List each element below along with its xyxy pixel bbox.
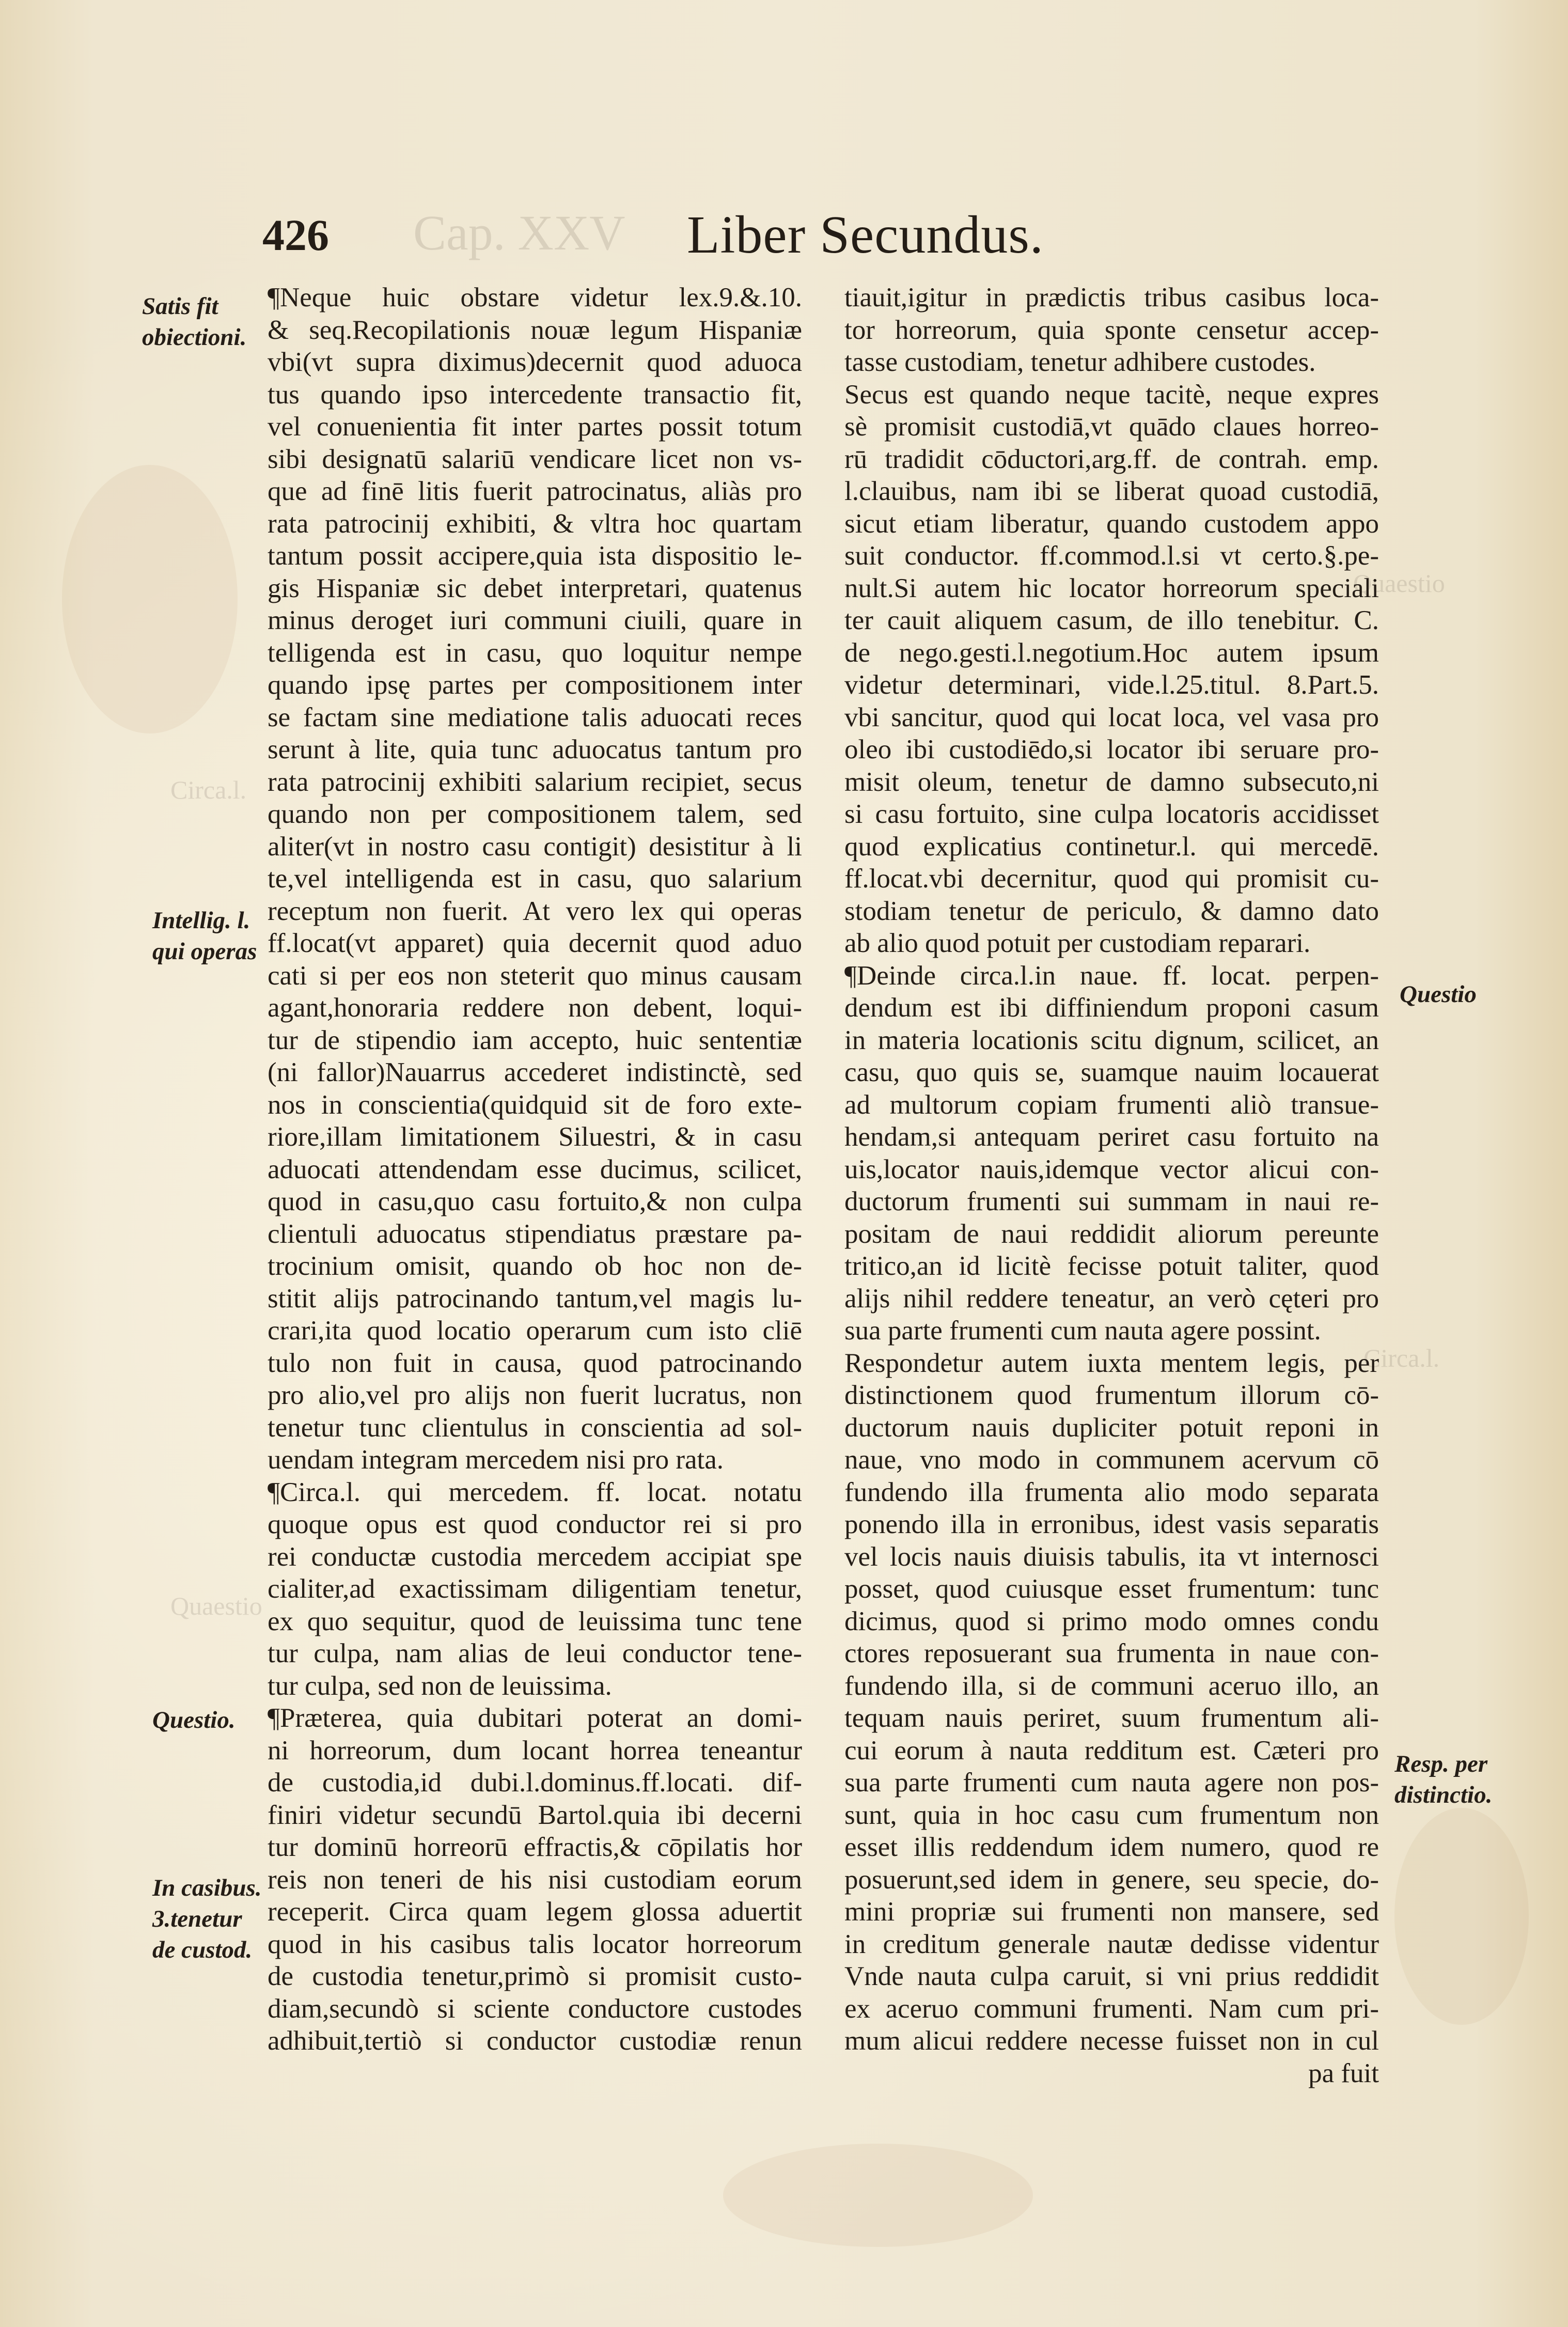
text-line: ad multorum copiam frumenti aliò transue- xyxy=(844,1089,1379,1120)
text-line: adhibuit,tertiò si conductor custodiæ renun xyxy=(268,2026,802,2056)
text-line: ex quo sequitur, quod de leuissima tunc tene xyxy=(268,1606,802,1636)
text-line: fundendo illa frumenta alio modo separata xyxy=(844,1477,1379,1507)
text-line: esset illis reddendum idem numero, quod re xyxy=(844,1832,1379,1862)
text-line: trocinium omisit, quando ob hoc non de- xyxy=(268,1251,802,1281)
text-line: Secus est quando neque tacitè, neque expres xyxy=(844,379,1379,410)
text-line: aliter(vt in nostro casu contigit) desistitur à li xyxy=(268,831,802,862)
margin-note-resp-per: Resp. per distinctio. xyxy=(1394,1751,1493,1808)
bleed-through-text: Quaestio xyxy=(1353,569,1445,598)
text-line: tiauit,igitur in prædictis tribus casibus loca- xyxy=(844,283,1379,313)
text-line: ff.locat.vbi decernitur, quod qui promisit cu- xyxy=(844,864,1379,894)
text-line: tasse custodiam, tenetur adhibere custodes. xyxy=(844,347,1316,377)
text-line: ter cauit aliquem casum, de illo tenebitur. C. xyxy=(844,605,1379,635)
text-line: ctores reposuerant sua frumenta in naue con- xyxy=(844,1638,1379,1668)
text-line: tor horreorum, quia sponte censetur accep- xyxy=(844,315,1379,345)
text-line: que ad finē litis fuerit patrocinatus, aliàs pro xyxy=(268,476,802,506)
text-line: tur culpa, sed non de leuissima. xyxy=(268,1670,612,1701)
text-line: oleo ibi custodiēdo,si locator ibi seruare pro- xyxy=(844,735,1379,764)
catchword: pa fuit xyxy=(1308,2058,1379,2088)
text-line: naue, vno modo in communem acervum cō xyxy=(844,1445,1379,1475)
text-line: in materia locationis scitu dignum, scilicet, an xyxy=(844,1025,1379,1055)
text-line: quod explicatius continetur.l. qui mercedē. xyxy=(844,831,1379,862)
text-line: reis non teneri de his nisi custodiam eorum xyxy=(268,1864,802,1895)
text-line: mini propriæ sui frumenti non mansere, sed xyxy=(844,1897,1379,1927)
bleed-through-text: Circa.l. xyxy=(170,775,247,804)
text-line: sicut etiam liberatur, quando custodem appo xyxy=(844,508,1379,539)
text-line: gis Hispaniæ sic debet interpretari, quatenus xyxy=(268,573,802,603)
bleed-through-text: Cap. XXV xyxy=(413,205,625,260)
text-line: stodiam tenetur de periculo, & damno dato xyxy=(844,896,1379,926)
text-line: receptum non fuerit. At vero lex qui operas xyxy=(268,896,802,926)
text-line: crari,ita quod locatio operarum cum isto cliē xyxy=(268,1316,802,1346)
text-line: riore,illam limitationem Siluestri, & in casu xyxy=(268,1122,802,1152)
text-line: & seq.Recopilationis nouæ legum Hispaniæ xyxy=(268,315,802,345)
running-head: Liber Secundus. xyxy=(687,205,1044,264)
text-line: de custodia tenetur,primò si promisit custo- xyxy=(268,1961,802,1991)
text-line: vel conuenientia fit inter partes possit totum xyxy=(268,412,802,442)
text-line: tantum possit accipere,quia ista dispositio le- xyxy=(268,541,802,571)
page-number: 426 xyxy=(262,210,329,260)
text-line: cialiter,ad exactissimam diligentiam tenetur, xyxy=(268,1574,802,1604)
text-line: sunt, quia in hoc casu cum frumentum non xyxy=(844,1800,1379,1830)
margin-note-in-casibus: In casibus. 3.tenetur de custod. xyxy=(152,1875,262,1963)
text-line: uis,locator nauis,idemque vector alicui con- xyxy=(844,1154,1379,1184)
text-line: rei conductæ custodia mercedem accipiat spe xyxy=(268,1541,802,1572)
text-line: rata patrocinij exhibiti salarium recipiet, secus xyxy=(268,767,802,797)
text-line: ponendo illa in erronibus, idest vasis separatis xyxy=(844,1509,1379,1539)
text-line: l.clauibus, nam ibi se liberat quoad custodiā, xyxy=(844,476,1379,506)
text-line: telligenda est in casu, quo loquitur nempe xyxy=(268,637,802,668)
text-line: dicimus, quod si primo modo omnes condu xyxy=(844,1606,1379,1636)
text-line: tenetur tunc clientulus in conscientia ad sol- xyxy=(268,1412,802,1443)
text-line: nos in conscientia(quidquid sit de foro exte- xyxy=(268,1089,802,1120)
text-line: in creditum generale nautæ dedisse videntur xyxy=(844,1929,1379,1959)
bleed-through-text: Circa.l. xyxy=(1363,1344,1440,1372)
text-line: ¶Circa.l. qui mercedem. ff. locat. notatu xyxy=(268,1477,802,1507)
paper-stain xyxy=(62,465,238,733)
text-line: (ni fallor)Nauarrus accederet indistinctè, sed xyxy=(268,1057,802,1087)
text-line: stitit alijs patrocinando tantum,vel magis lu- xyxy=(268,1283,802,1314)
text-line: tur culpa, nam alias de leui conductor tene- xyxy=(268,1638,802,1668)
text-line: mum alicui reddere necesse fuisset non in cul xyxy=(844,2026,1379,2056)
text-line: cati si per eos non steterit quo minus causam xyxy=(268,960,802,991)
text-line: ¶Deinde circa.l.in naue. ff. locat. perpen- xyxy=(844,960,1379,991)
text-line: tur dominū horreorū effractis,& cōpilatis hor xyxy=(268,1832,802,1862)
text-line: cui eorum à nauta redditum est. Cæteri pro xyxy=(844,1735,1379,1766)
page-header xyxy=(0,207,1568,269)
text-line: de nego.gesti.l.negotium.Hoc autem ipsum xyxy=(844,637,1379,668)
left-text-column xyxy=(268,282,802,2057)
text-line: ¶Neque huic obstare videtur lex.9.&.10. xyxy=(268,283,802,313)
text-line: dendum est ibi diffiniendum proponi casum xyxy=(844,993,1379,1023)
text-line: si casu fortuito, sine culpa locatoris accidisset xyxy=(844,799,1379,829)
text-line: fundendo illa, si de communi aceruo illo, an xyxy=(844,1670,1379,1701)
text-line: ¶Præterea, quia dubitari poterat an domi- xyxy=(268,1703,802,1733)
margin-note-questio-right: Questio xyxy=(1400,981,1477,1008)
text-line: quando ipsę partes per compositionem inter xyxy=(268,670,802,700)
text-line: ductorum nauis dupliciter potuit reponi in xyxy=(844,1412,1379,1443)
text-line: vbi sancitur, quod qui locat loca, vel vasa pro xyxy=(844,702,1379,732)
text-line: posset, quod cuiusque esset frumentum: tunc xyxy=(844,1574,1379,1604)
text-line: finiri videtur secundū Bartol.quia ibi decerni xyxy=(268,1800,802,1830)
text-line: hendam,si antequam periret casu fortuito na xyxy=(844,1122,1379,1152)
text-line: quando non per compositionem talem, sed xyxy=(268,799,802,829)
text-line: tritico,an id licitè fecisse potuit taliter, quod xyxy=(844,1251,1379,1281)
text-line: te,vel intelligenda est in casu, quo salarium xyxy=(268,864,802,894)
text-line: quod in his casibus talis locator horreorum xyxy=(268,1929,802,1959)
text-line: agant,honoraria reddere non debent, loqui- xyxy=(268,993,802,1023)
paper-stain xyxy=(1394,1808,1529,2025)
text-line: aduocati attendendam esse ducimus, scilicet, xyxy=(268,1154,802,1184)
text-line: minus deroget iuri communi ciuili, quare in xyxy=(268,605,802,635)
text-line: ff.locat(vt apparet) quia decernit quod aduo xyxy=(268,928,802,958)
paper-stain xyxy=(723,2144,1033,2247)
text-line: tus quando ipso intercedente transactio fit, xyxy=(268,379,802,410)
text-line: quod in casu,quo casu fortuito,& non culpa xyxy=(268,1186,802,1216)
text-line: diam,secundò si sciente conductore custodes xyxy=(268,1993,802,2024)
text-line: videtur determinari, vide.l.25.titul. 8.Part.5. xyxy=(844,670,1379,700)
text-line: rū tradidit cōductori,arg.ff. de contrah. emp. xyxy=(844,444,1379,474)
text-line: positam de naui reddidit aliorum pereunte xyxy=(844,1219,1379,1249)
text-line: distinctionem quod frumentum illorum cō- xyxy=(844,1380,1379,1410)
text-line: serunt à lite, quia tunc aduocatus tantum pro xyxy=(268,735,802,764)
text-line: quoque opus est quod conductor rei si pro xyxy=(268,1509,802,1539)
text-line: uendam integram mercedem nisi pro rata. xyxy=(268,1445,724,1475)
text-line: Vnde nauta culpa caruit, si vni prius reddidit xyxy=(844,1961,1379,1991)
margin-note-intellig: Intellig. l. qui operas xyxy=(152,907,257,965)
margin-note-satis-fit: Satis fit obiectioni. xyxy=(142,293,247,351)
text-line: receperit. Circa quam legem glossa aduertit xyxy=(268,1897,802,1927)
text-line: vbi(vt supra diximus)decernit quod aduoca xyxy=(268,347,802,377)
text-line: posuerunt,sed idem in genere, seu specie, do- xyxy=(844,1864,1379,1895)
text-line: tulo non fuit in causa, quod patrocinando xyxy=(268,1348,802,1378)
text-line: alijs nihil reddere teneatur, an verò cęteri pro xyxy=(844,1283,1379,1314)
text-line: sè promisit custodiā,vt quādo claues horreo- xyxy=(844,412,1379,442)
bleed-through-text: Quaestio xyxy=(170,1591,262,1620)
text-line: se factam sine mediatione talis aduocati reces xyxy=(268,702,802,732)
text-line: clientuli aduocatus stipendiatus præstare pa- xyxy=(268,1219,802,1249)
text-line: tequam nauis periret, suum frumentum ali- xyxy=(844,1703,1379,1733)
right-text-column xyxy=(844,282,1379,2089)
text-line: vel locis nauis diuisis tabulis, ita vt internosci xyxy=(844,1541,1379,1572)
text-line: misit oleum, tenetur de damno subsecuto,ni xyxy=(844,767,1379,797)
text-line: pro alio,vel pro alijs non fuerit lucratus, non xyxy=(268,1380,802,1410)
text-line: ductorum frumenti sui summam in naui re- xyxy=(844,1186,1379,1216)
text-line: sua parte frumenti cum nauta agere possint. xyxy=(844,1316,1321,1346)
text-line: ab alio quod potuit per custodiam reparari. xyxy=(844,928,1311,958)
text-line: suit conductor. ff.commod.l.si vt certo.§.pe- xyxy=(844,541,1379,571)
text-line: sua parte frumenti cum nauta agere non pos- xyxy=(844,1768,1379,1798)
text-line: tur de stipendio iam accepto, huic sententiæ xyxy=(268,1025,802,1055)
text-line: casu, quo quis se, suamque nauim locauerat xyxy=(844,1057,1379,1087)
text-line: rata patrocinij exhibiti, & vltra hoc quartam xyxy=(268,508,802,539)
text-line: ex aceruo communi frumenti. Nam cum pri- xyxy=(844,1993,1379,2024)
margin-note-questio-left: Questio. xyxy=(152,1707,236,1733)
text-line: ni horreorum, dum locant horrea teneantur xyxy=(268,1735,802,1766)
text-line: de custodia,id dubi.l.dominus.ff.locati. dif- xyxy=(268,1768,802,1798)
text-line: Respondetur autem iuxta mentem legis, per xyxy=(844,1348,1379,1378)
text-line: nult.Si autem hic locator horreorum speciali xyxy=(844,573,1379,603)
text-line: sibi designatū salariū vendicare licet non vs- xyxy=(268,444,802,474)
